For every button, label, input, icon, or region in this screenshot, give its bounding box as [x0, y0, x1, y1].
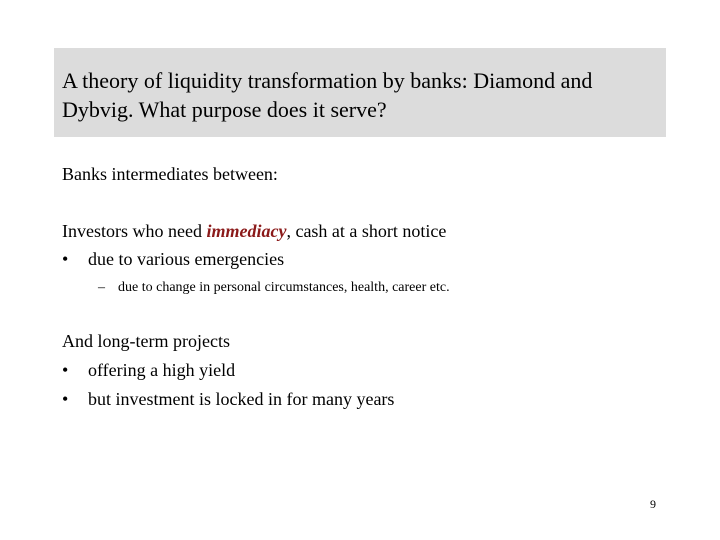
dash-icon: –	[98, 280, 105, 295]
title-banner	[54, 48, 666, 137]
investors-line	[62, 220, 446, 242]
page-number: 9	[650, 497, 656, 511]
investors-bullet-item	[62, 248, 284, 270]
bullet-icon: •	[62, 249, 69, 269]
investors-sub-text: due to change in personal circumstances, health, career etc.	[118, 280, 450, 295]
bullet-icon: •	[62, 360, 69, 380]
projects-heading: And long-term projects	[62, 331, 230, 351]
projects-bullet-text: offering a high yield	[88, 360, 236, 380]
projects-bullet-text: but investment is locked in for many years	[88, 389, 395, 409]
bullet-icon: •	[62, 389, 69, 409]
intro-text: Banks intermediates between:	[62, 164, 278, 184]
projects-bullet-item	[62, 359, 235, 381]
investors-sub-item	[98, 279, 450, 297]
investors-text-after: , cash at a short notice	[286, 221, 447, 241]
slide-title: A theory of liquidity transformation by banks: Diamond and Dybvig. What purpose does it serve?	[62, 68, 593, 122]
projects-bullet-item	[62, 388, 394, 410]
investors-bullet-text: due to various emergencies	[88, 249, 285, 269]
investors-text-before: Investors who need	[62, 221, 207, 241]
immediacy-emphasis: immediacy	[206, 221, 287, 241]
